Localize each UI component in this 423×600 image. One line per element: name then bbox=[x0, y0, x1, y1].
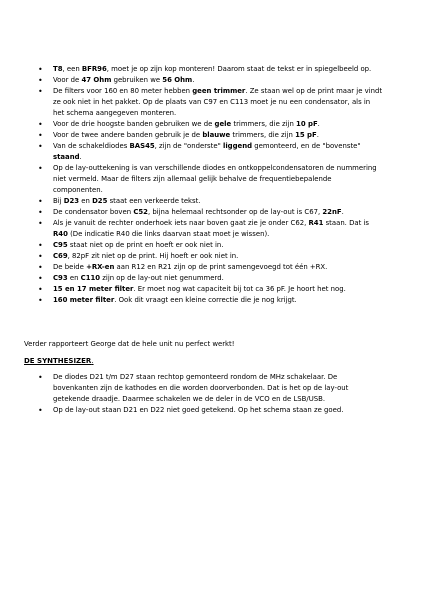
bold-text: 15 pF bbox=[295, 131, 317, 139]
text-segment: , 82pF zit niet op de print. Hij hoeft er ook niet in. bbox=[67, 252, 239, 260]
text-segment: . bbox=[192, 76, 195, 84]
text-segment: Voor de bbox=[53, 76, 82, 84]
text-segment: , zijn de "onderste" bbox=[154, 142, 223, 150]
text-segment: staat een verkeerde tekst. bbox=[107, 197, 201, 205]
bullet-item bbox=[38, 240, 383, 251]
bold-text: R40 bbox=[53, 230, 68, 238]
text-segment: De filters voor 160 en 80 meter hebben bbox=[53, 87, 193, 95]
text-segment: Bij bbox=[53, 197, 64, 205]
text-segment: (De indicatie R40 die links daarvan staat moet je wissen). bbox=[67, 230, 270, 238]
text-segment: en bbox=[67, 274, 81, 282]
text-segment: Van de schakeldiodes bbox=[53, 142, 130, 150]
bullet-item bbox=[38, 284, 383, 295]
synthesizer-list bbox=[38, 372, 383, 416]
bullet-item bbox=[38, 405, 383, 416]
bold-text: D23 bbox=[63, 197, 80, 205]
text-segment: aan R12 en R21 zijn op de print samengevoegd tot één +RX. bbox=[114, 263, 328, 271]
bold-text: 47 Ohm bbox=[81, 76, 112, 84]
text-segment: De beide bbox=[53, 263, 87, 271]
section-heading-text: DE SYNTHESIZER bbox=[24, 357, 92, 365]
text-segment: Voor de twee andere banden gebruik je de bbox=[53, 131, 203, 139]
bullet-item bbox=[38, 130, 383, 141]
bold-text: staand bbox=[53, 153, 80, 161]
bullet-item bbox=[38, 141, 383, 163]
bold-text: D25 bbox=[92, 197, 108, 205]
text-segment: . Ook dit vraagt een kleine correctie die je nog krijgt. bbox=[114, 296, 297, 304]
bold-text: geen trimmer bbox=[192, 87, 246, 95]
bold-text: liggend bbox=[222, 142, 253, 150]
bullet-item bbox=[38, 75, 383, 86]
text-segment: De condensator boven bbox=[53, 208, 134, 216]
bullet-item bbox=[38, 295, 383, 306]
text-segment: . bbox=[341, 208, 344, 216]
bullet-item bbox=[38, 251, 383, 262]
bold-text: T8 bbox=[53, 65, 63, 73]
text-segment: Als je vanuit de rechter onderhoek iets naar boven gaat zie je onder C62, bbox=[53, 219, 309, 227]
bold-text: +RX-en bbox=[86, 263, 115, 271]
text-segment: trimmers, die zijn bbox=[231, 120, 297, 128]
section-heading-synthesizer bbox=[24, 356, 94, 367]
bold-text: 10 pF bbox=[296, 120, 318, 128]
text-segment: . bbox=[317, 120, 320, 128]
bold-text: C52 bbox=[133, 208, 148, 216]
text-segment: . bbox=[316, 131, 319, 139]
bold-text: 160 meter filter bbox=[53, 296, 115, 304]
bold-text: C95 bbox=[53, 241, 68, 249]
bullet-item bbox=[38, 163, 383, 196]
text-segment: gebruiken we bbox=[111, 76, 163, 84]
bullet-item bbox=[38, 196, 383, 207]
text-segment: . Er moet nog wat capaciteit bij tot ca 36 pF. Je hoort het nog. bbox=[133, 285, 346, 293]
section-heading-suffix: . bbox=[91, 357, 94, 365]
bullet-item bbox=[38, 207, 383, 218]
bold-text: R41 bbox=[308, 219, 324, 227]
text-segment: trimmers, die zijn bbox=[230, 131, 296, 139]
bold-text: BFR96 bbox=[81, 65, 107, 73]
text-segment: en bbox=[79, 197, 93, 205]
text-segment: . Ze staan wel op de print maar je vindt ze ook niet in het pakket. Op de plaats van C97 en C113 moet je nu een condensator, als in het schema aangegeven monteren. bbox=[53, 87, 383, 117]
bold-text: C69 bbox=[53, 252, 68, 260]
bullet-item bbox=[38, 273, 383, 284]
bold-text: BAS45 bbox=[129, 142, 155, 150]
bullet-item bbox=[38, 372, 383, 405]
bold-text: 56 Ohm bbox=[162, 76, 193, 84]
bold-text: 15 en 17 meter filter bbox=[53, 285, 134, 293]
bold-text: C110 bbox=[80, 274, 101, 282]
bullet-item bbox=[38, 262, 383, 273]
text-segment: . bbox=[79, 153, 82, 161]
closing-sentence: Verder rapporteert George dat de hele unit nu perfect werkt! bbox=[24, 340, 235, 348]
bullet-item bbox=[38, 119, 383, 130]
bullet-item bbox=[38, 218, 383, 240]
bullet-item bbox=[38, 86, 383, 119]
text-segment: zijn op de lay-out niet genummerd. bbox=[100, 274, 224, 282]
text-segment: Op de lay-outtekening is van verschillende diodes en ontkoppelcondensatoren de nummering niet vermeld. Maar de filters zijn allemaal gelijk behalve de frequentiebepalende componenten. bbox=[53, 164, 377, 194]
text-segment: Voor de drie hoogste banden gebruiken we de bbox=[53, 120, 215, 128]
text-segment: , een bbox=[62, 65, 82, 73]
bold-text: 22nF bbox=[322, 208, 342, 216]
text-segment: , bijna helemaal rechtsonder op de lay-out is C67, bbox=[147, 208, 323, 216]
bold-text: gele bbox=[214, 120, 232, 128]
text-segment: De diodes D21 t/m D27 staan rechtop gemonteerd rondom de MHz schakelaar. De bovenkanten zijn de kathodes en die worden doorverbonden. Dat is het op de lay-out getekende draadje. Daarmee schakelen we de deler in de VCO en de LSB/USB. bbox=[53, 373, 349, 403]
text-segment: staan. Dat is bbox=[323, 219, 369, 227]
text-segment: , moet je op zijn kop monteren! Daarom staat de tekst er in spiegelbeeld op. bbox=[106, 65, 372, 73]
filters-list bbox=[38, 64, 383, 306]
bullet-item bbox=[38, 64, 383, 75]
text-segment: Op de lay-out staan D21 en D22 niet goed getekend. Op het schema staan ze goed. bbox=[53, 406, 344, 414]
bold-text: blauwe bbox=[202, 131, 231, 139]
text-segment: gemonteerd, en de "bovenste" bbox=[252, 142, 361, 150]
bold-text: C93 bbox=[53, 274, 68, 282]
text-segment: staat niet op de print en hoeft er ook niet in. bbox=[67, 241, 224, 249]
